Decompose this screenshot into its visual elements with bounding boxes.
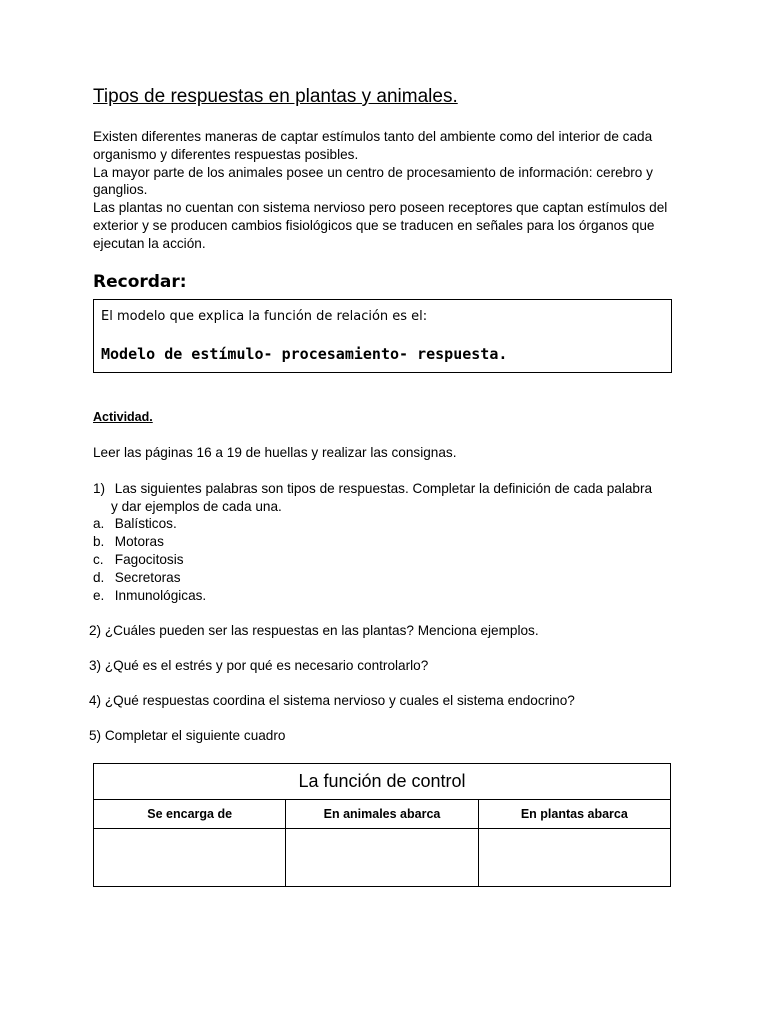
list-item [93, 533, 164, 551]
recordar-heading: Recordar: [93, 272, 187, 292]
list-item [93, 551, 184, 569]
intro-paragraph: Existen diferentes maneras de captar estímulos tanto del ambiente como del interior de cada organismo y diferentes respuestas posibles. [93, 129, 653, 162]
table-cell [478, 829, 670, 887]
list-letter: e. [93, 588, 105, 603]
table-cell [94, 829, 285, 887]
question-3: 3) ¿Qué es el estrés y por qué es necesario controlarlo? [89, 658, 429, 673]
list-letter: d. [93, 570, 105, 585]
actividad-intro: Leer las páginas 16 a 19 de huellas y realizar las consignas. [93, 445, 457, 460]
table-header-cell: En plantas abarca [478, 800, 670, 828]
question-number: 1) [93, 481, 106, 496]
list-letter: c. [93, 552, 104, 567]
list-text: Inmunológicas. [114, 588, 207, 603]
question-1-continued: y dar ejemplos de cada una. [111, 499, 282, 514]
list-text: Secretoras [114, 570, 181, 585]
table-header-cell: Se encarga de [147, 807, 233, 821]
table-cell [285, 829, 477, 887]
question-1 [93, 480, 652, 498]
actividad-heading: Actividad. [93, 410, 153, 424]
question-5: 5) Completar el siguiente cuadro [89, 728, 286, 743]
model-name: Modelo de estímulo- procesamiento- respuesta. [101, 345, 508, 363]
list-letter: b. [93, 534, 105, 549]
table-title: La función de control [94, 764, 670, 800]
list-text: Balísticos. [114, 516, 177, 531]
intro-paragraph: Las plantas no cuentan con sistema nervioso pero poseen receptores que captan estímulos del exterior y se producen cambios fisiológicos que se traducen en señales para los órganos que ejecutan la acción. [93, 200, 668, 251]
control-table [93, 763, 671, 887]
question-2: 2) ¿Cuáles pueden ser las respuestas en las plantas? Menciona ejemplos. [89, 623, 539, 638]
question-text: Las siguientes palabras son tipos de respuestas. Completar la definición de cada palabra [114, 481, 653, 496]
intro-text [93, 128, 683, 253]
model-intro: El modelo que explica la función de relación es el: [101, 309, 428, 324]
table-row [94, 829, 670, 887]
question-4: 4) ¿Qué respuestas coordina el sistema nervioso y cuales el sistema endocrino? [89, 693, 575, 708]
intro-paragraph: La mayor parte de los animales posee un centro de procesamiento de información: cerebro y ganglios. [93, 164, 653, 198]
model-box [93, 299, 672, 373]
list-item [93, 515, 177, 533]
list-text: Fagocitosis [114, 552, 184, 567]
table-header-cell: En animales abarca [285, 800, 477, 828]
page-title: Tipos de respuestas en plantas y animales. [93, 86, 458, 107]
list-item [93, 587, 206, 605]
list-letter: a. [93, 516, 105, 531]
list-text: Motoras [114, 534, 164, 549]
table-header-row [94, 800, 670, 829]
list-item [93, 569, 181, 587]
